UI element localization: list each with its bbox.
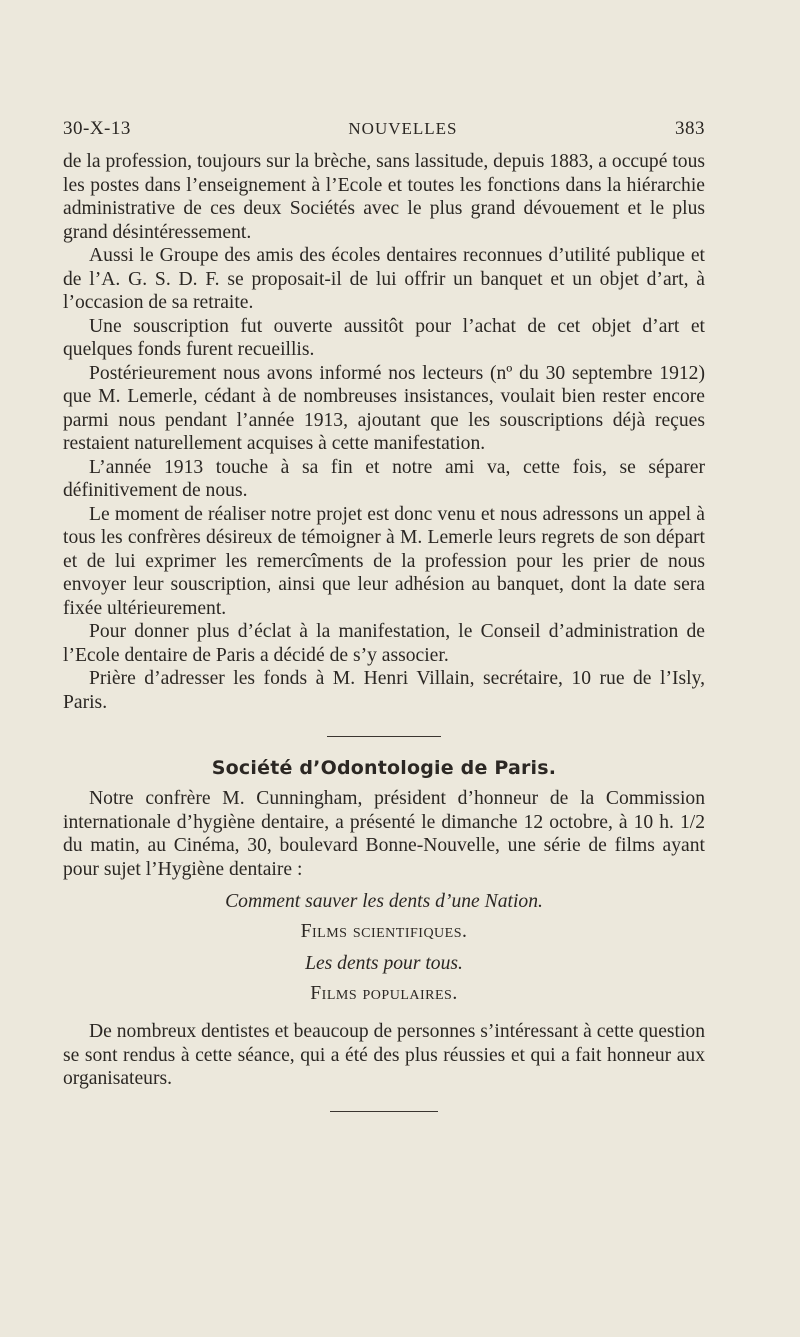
paragraph-annee-1913: L’année 1913 touche à sa fin et notre ami va, cette fois, se séparer définitivement de nous. (63, 456, 705, 501)
running-header (63, 118, 705, 140)
section-divider (327, 736, 441, 737)
paragraph-souscription: Une souscription fut ouverte aussitôt pour l’achat de cet objet d’art et quelques fonds furent recueillis. (63, 315, 705, 360)
paragraph-adresse-fonds: Prière d’adresser les fonds à M. Henri Villain, secrétaire, 10 rue de l’Isly, Paris. (63, 668, 705, 713)
paragraph-closing: De nombreux dentistes et beaucoup de personnes s’intéressant à cette question se sont rendus à cette séance, qui a été des plus réussies et qui a fait honneur aux organisateurs. (63, 1021, 705, 1089)
section-heading: Société d’Odontologie de Paris. (211, 757, 557, 779)
paragraph-appel: Le moment de réaliser notre projet est donc venu et nous adressons un appel à tous les confrères désireux de témoigner à M. Lemerle leurs regrets de son départ et de lui exprimer les remercîments de la profession pour les prier de nous envoyer leur souscription, ainsi que leur adhésion au banquet, dont la date sera fixée ultérieurement. (63, 503, 705, 619)
film-category-2: Films populaires. (310, 982, 458, 1004)
film-category-1: Films scientifiques. (300, 920, 468, 942)
paragraph-banquet: Aussi le Groupe des amis des écoles dentaires reconnues d’utilité publique et de l’A. G. S. D. F. se proposait-il de lui offrir un banquet et un objet d’art, à l’occasion de sa retraite. (63, 245, 705, 313)
end-divider (330, 1111, 438, 1112)
paragraph-cunningham: Notre confrère M. Cunningham, président d’honneur de la Commission internationale d’hygiène dentaire, a présenté le dimanche 12 octobre, à 10 h. 1/2 du matin, au Cinéma, 30, boulevard Bonne-Nouvelle, une série de films ayant pour sujet l’Hygiène dentaire : (63, 788, 705, 880)
header-date: 30-X-13 (63, 118, 131, 139)
header-section-title: NOUVELLES (348, 119, 458, 138)
page-number: 383 (675, 118, 705, 139)
film-title-2: Les dents pour tous. (305, 953, 463, 974)
paragraph-continuation: de la profession, toujours sur la brèche, sans lassitude, depuis 1883, a occupé tous les postes dans l’enseignement à l’Ecole et toutes les fonctions dans la hiérarchie administrative de ces deux Sociétés avec le plus grand dévouement et le plus grand désintéressement. (63, 151, 705, 243)
paragraph-posterieurement: Postérieurement nous avons informé nos lecteurs (nº du 30 septembre 1912) que M. Lemerle, cédant à de nombreuses insistances, voulait bien rester encore parmi nous pendant l’année 1913, ajoutant que les souscriptions déjà reçues restaient naturellement acquises à cette manifestation. (63, 362, 705, 454)
paragraph-conseil: Pour donner plus d’éclat à la manifestation, le Conseil d’administration de l’Ecole dentaire de Paris a décidé de s’y associer. (63, 621, 705, 666)
film-title-1: Comment sauver les dents d’une Nation. (225, 891, 543, 912)
